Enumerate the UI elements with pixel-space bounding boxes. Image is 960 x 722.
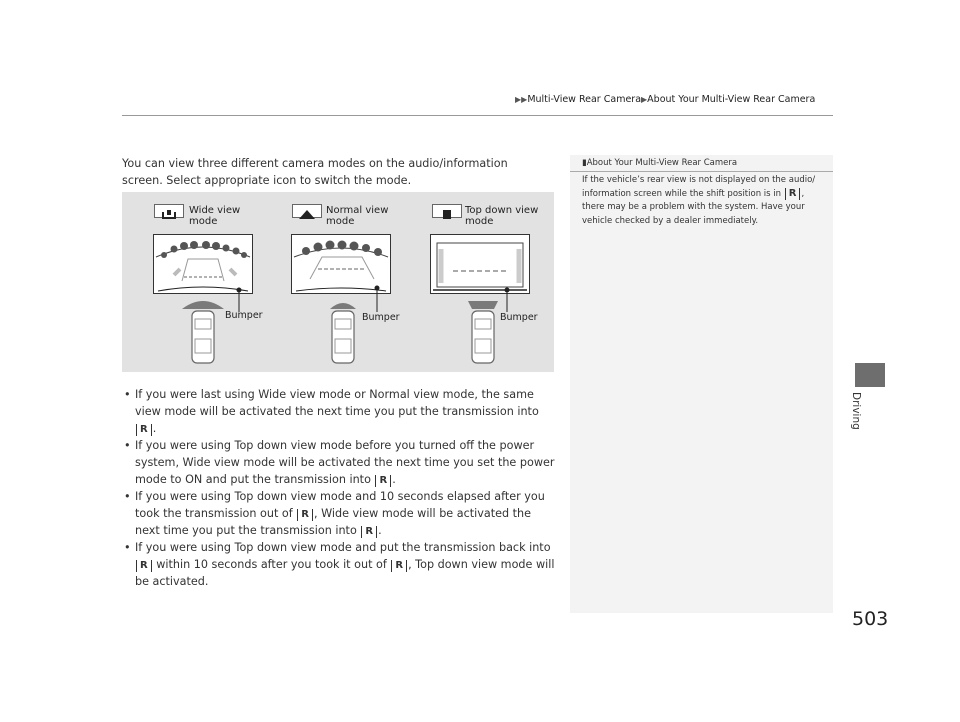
- bumper-label: Bumper: [500, 312, 538, 323]
- r-position-symbol: R: [785, 188, 801, 200]
- r-position-symbol: R: [136, 424, 152, 436]
- bumper-label: Bumper: [225, 310, 263, 321]
- mode-label-normal: Normal view mode: [326, 205, 389, 227]
- list-item: • If you were last using Wide view mode or Normal view mode, the same view mode will be activated the next time you put the transmission into R .: [124, 388, 539, 435]
- car-normal-view: [320, 297, 366, 367]
- side-note-text: If the vehicle’s rear view is not displayed on the audio/ information screen while the shift position is in R , there may be a problem with the system. Have your vehicle checked by a dealer immediately.: [582, 175, 816, 226]
- r-position-symbol: R: [361, 526, 377, 538]
- section-label: Driving: [850, 392, 862, 430]
- arrow-icon: ▶: [641, 95, 648, 104]
- page-number: 503: [852, 608, 889, 630]
- side-note-title: ▮About Your Multi-View Rear Camera: [582, 158, 738, 168]
- side-note-divider: [570, 171, 833, 172]
- camera-modes-figure: [122, 192, 554, 372]
- arrow-icon: ▶▶: [515, 95, 528, 104]
- breadcrumb: [515, 94, 815, 105]
- list-item: • If you were using Top down view mode before you turned off the power system, Wide view mode will be activated the next time you set the power mode to ON and put the transmission into R .: [124, 439, 555, 486]
- header-divider: [122, 115, 833, 116]
- r-position-symbol: R: [375, 475, 391, 487]
- breadcrumb-item: About Your Multi-View Rear Camera: [647, 94, 816, 105]
- intro-paragraph: You can view three different camera modes on the audio/information screen. Select appropriate icon to switch the mode.: [122, 157, 508, 187]
- car-wide-view: [180, 297, 226, 367]
- breadcrumb-item: Multi-View Rear Camera: [527, 94, 642, 105]
- mode-label-topdown: Top down view mode: [465, 205, 539, 227]
- r-position-symbol: R: [297, 509, 313, 521]
- reference-icon: ▮: [582, 158, 587, 168]
- bumper-label: Bumper: [362, 312, 400, 323]
- section-tab-marker: [855, 363, 885, 387]
- r-position-symbol: R: [391, 560, 407, 572]
- bullet-list: [122, 386, 558, 590]
- mode-label-wide: Wide view mode: [189, 205, 241, 227]
- list-item: • If you were using Top down view mode and put the transmission back into R within 10 seconds after you took it out of R , Top down view mode will be activated.: [124, 541, 555, 588]
- r-position-symbol: R: [136, 560, 152, 572]
- car-top-down-view: [460, 297, 506, 367]
- list-item: • If you were using Top down view mode and 10 seconds elapsed after you took the transmission out of R , Wide view mode will be activated the next time you put the transmission into R .: [124, 490, 545, 537]
